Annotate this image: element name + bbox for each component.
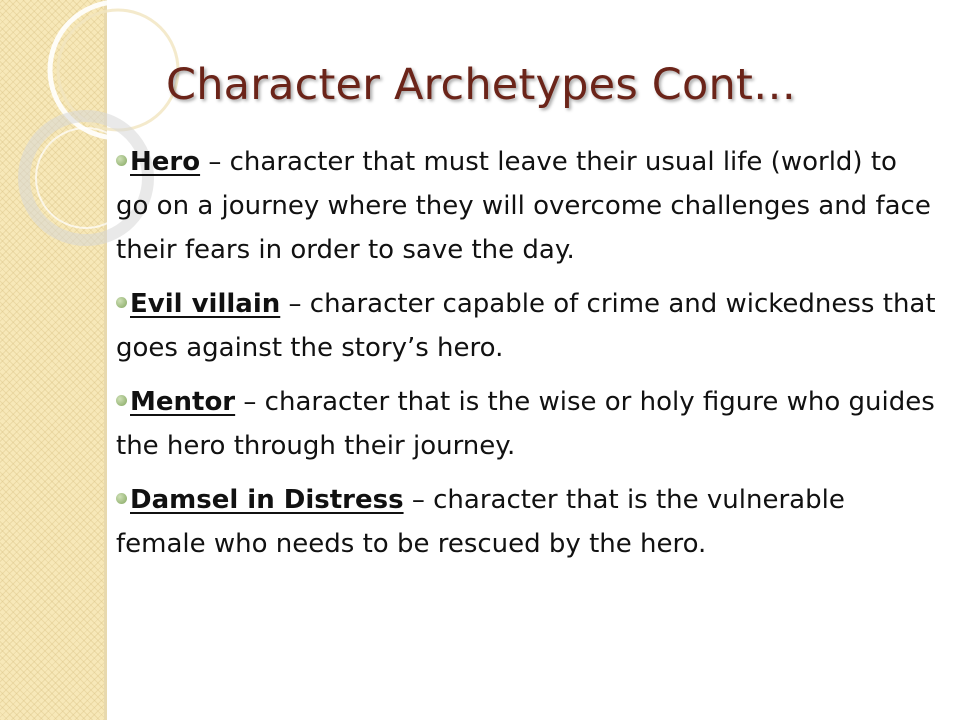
bullet-evil-villain <box>116 282 936 370</box>
term-damsel-in-distress: Damsel in Distress <box>130 485 404 515</box>
definition-evil-villain: character capable of crime and wickedness that goes against the story’s hero. <box>116 289 936 363</box>
term-separator: – <box>403 485 434 515</box>
term-separator: – <box>235 387 265 417</box>
term-separator: – <box>280 289 310 319</box>
bullet-point-icon <box>116 155 127 166</box>
term-separator: – <box>200 147 230 177</box>
bullet-point-icon <box>116 493 127 504</box>
term-hero: Hero <box>130 147 201 177</box>
definition-mentor: character that is the wise or holy figure who guides the hero through their journey. <box>116 387 935 461</box>
term-evil-villain: Evil villain <box>130 289 281 319</box>
definition-hero: character that must leave their usual life (world) to go on a journey where they will overcome challenges and face their fears in order to save the day. <box>116 147 931 265</box>
bullet-hero <box>116 140 936 272</box>
definition-damsel-in-distress: character that is the vulnerable female who needs to be rescued by the hero. <box>116 485 845 559</box>
bullet-list <box>116 140 936 576</box>
slide-title: Character Archetypes Cont… <box>166 60 797 110</box>
term-mentor: Mentor <box>130 387 236 417</box>
bullet-point-icon <box>116 297 127 308</box>
bullet-mentor <box>116 380 936 468</box>
bullet-point-icon <box>116 395 127 406</box>
bullet-damsel-in-distress <box>116 478 936 566</box>
